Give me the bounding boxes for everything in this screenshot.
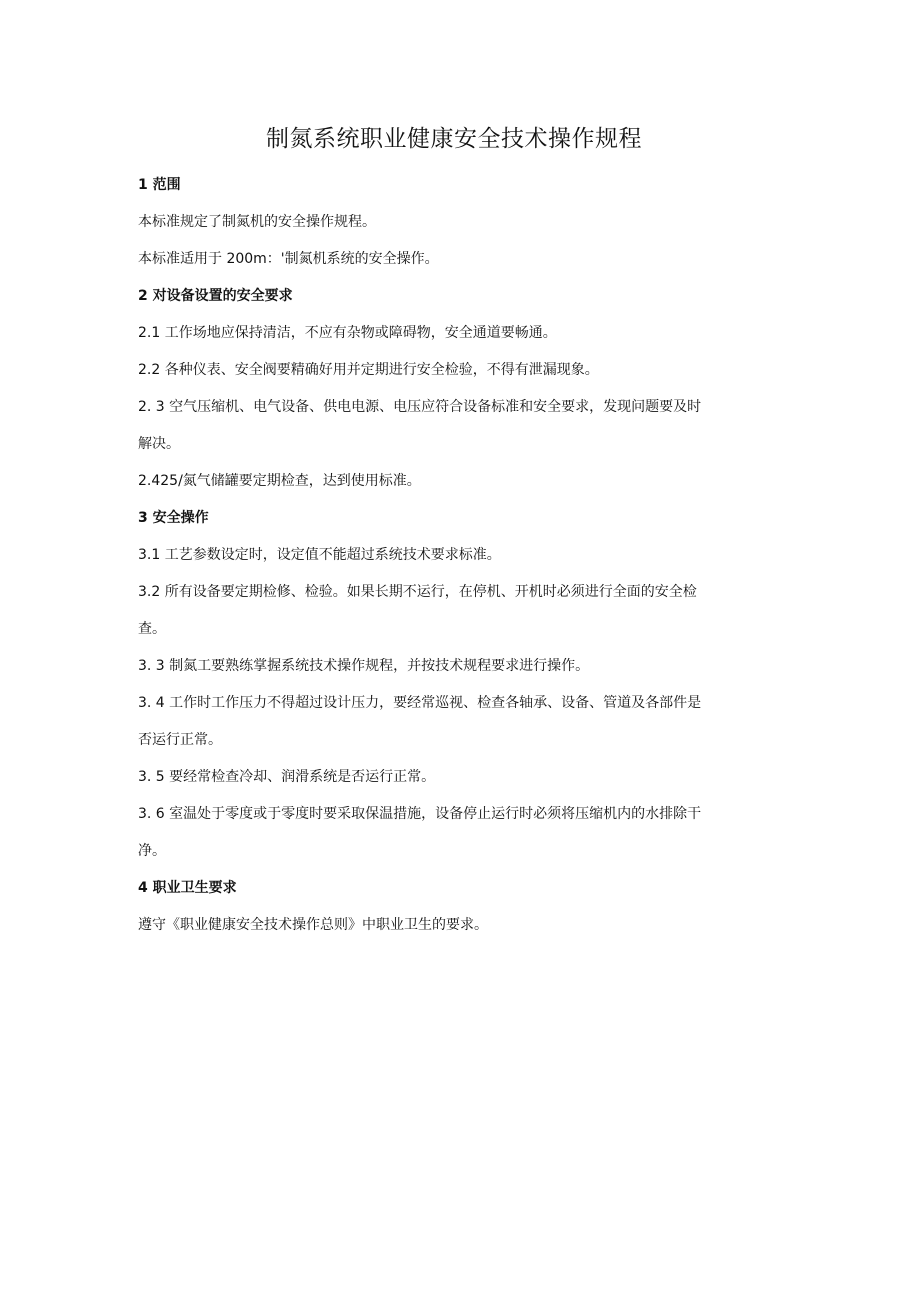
- paragraph: [138, 648, 768, 685]
- paragraph: [138, 315, 768, 352]
- paragraph-line: 本标准规定了制氮机的安全操作规程。: [138, 214, 376, 230]
- paragraph-line: 遵守《职业健康安全技术操作总则》中职业卫生的要求。: [138, 917, 488, 933]
- paragraph-line: 本标准适用于 200m：'制氮机系统的安全操作。: [138, 251, 439, 267]
- paragraph: [138, 352, 768, 389]
- paragraph-line: 净。: [138, 843, 166, 859]
- paragraph-line: 3. 6 室温处于零度或于零度时要采取保温措施，设备停止运行时必须将压缩机内的水排除干: [138, 806, 702, 822]
- paragraph-line: 查。: [138, 621, 166, 637]
- document-title: 制氮系统职业健康安全技术操作规程: [266, 126, 642, 152]
- section-heading: 2 对设备设置的安全要求: [138, 288, 293, 304]
- section-heading: 4 职业卫生要求: [138, 880, 237, 896]
- document-body: [138, 167, 768, 944]
- paragraph-line: 3. 5 要经常检查冷却、润滑系统是否运行正常。: [138, 769, 436, 785]
- paragraph: [138, 463, 768, 500]
- paragraph-line: 3. 4 工作时工作压力不得超过设计压力，要经常巡视、检查各轴承、设备、管道及各部件是: [138, 695, 702, 711]
- paragraph-line: 2.2 各种仪表、安全阀要精确好用并定期进行安全检验，不得有泄漏现象。: [138, 362, 599, 378]
- paragraph: [138, 241, 768, 278]
- paragraph-line: 2.1 工作场地应保持清洁，不应有杂物或障碍物，安全通道要畅通。: [138, 325, 557, 341]
- paragraph: [138, 796, 768, 870]
- paragraph: [138, 759, 768, 796]
- section-heading: 3 安全操作: [138, 510, 209, 526]
- paragraph: [138, 685, 768, 759]
- paragraph-line: 否运行正常。: [138, 732, 222, 748]
- paragraph-line: 2.425/氮气储罐要定期检查，达到使用标准。: [138, 473, 421, 489]
- section-heading: 1 范围: [138, 177, 181, 193]
- paragraph: [138, 389, 768, 463]
- paragraph: [138, 537, 768, 574]
- paragraph-line: 3.2 所有设备要定期检修、检验。如果长期不运行，在停机、开机时必须进行全面的安全检: [138, 584, 697, 600]
- paragraph: [138, 574, 768, 648]
- paragraph: [138, 204, 768, 241]
- paragraph-line: 解决。: [138, 436, 180, 452]
- paragraph-line: 2. 3 空气压缩机、电气设备、供电电源、电压应符合设备标准和安全要求，发现问题要及时: [138, 399, 702, 415]
- paragraph-line: 3.1 工艺参数设定时，设定值不能超过系统技术要求标准。: [138, 547, 501, 563]
- paragraph-line: 3. 3 制氮工要熟练掌握系统技术操作规程，并按技术规程要求进行操作。: [138, 658, 590, 674]
- paragraph: [138, 907, 768, 944]
